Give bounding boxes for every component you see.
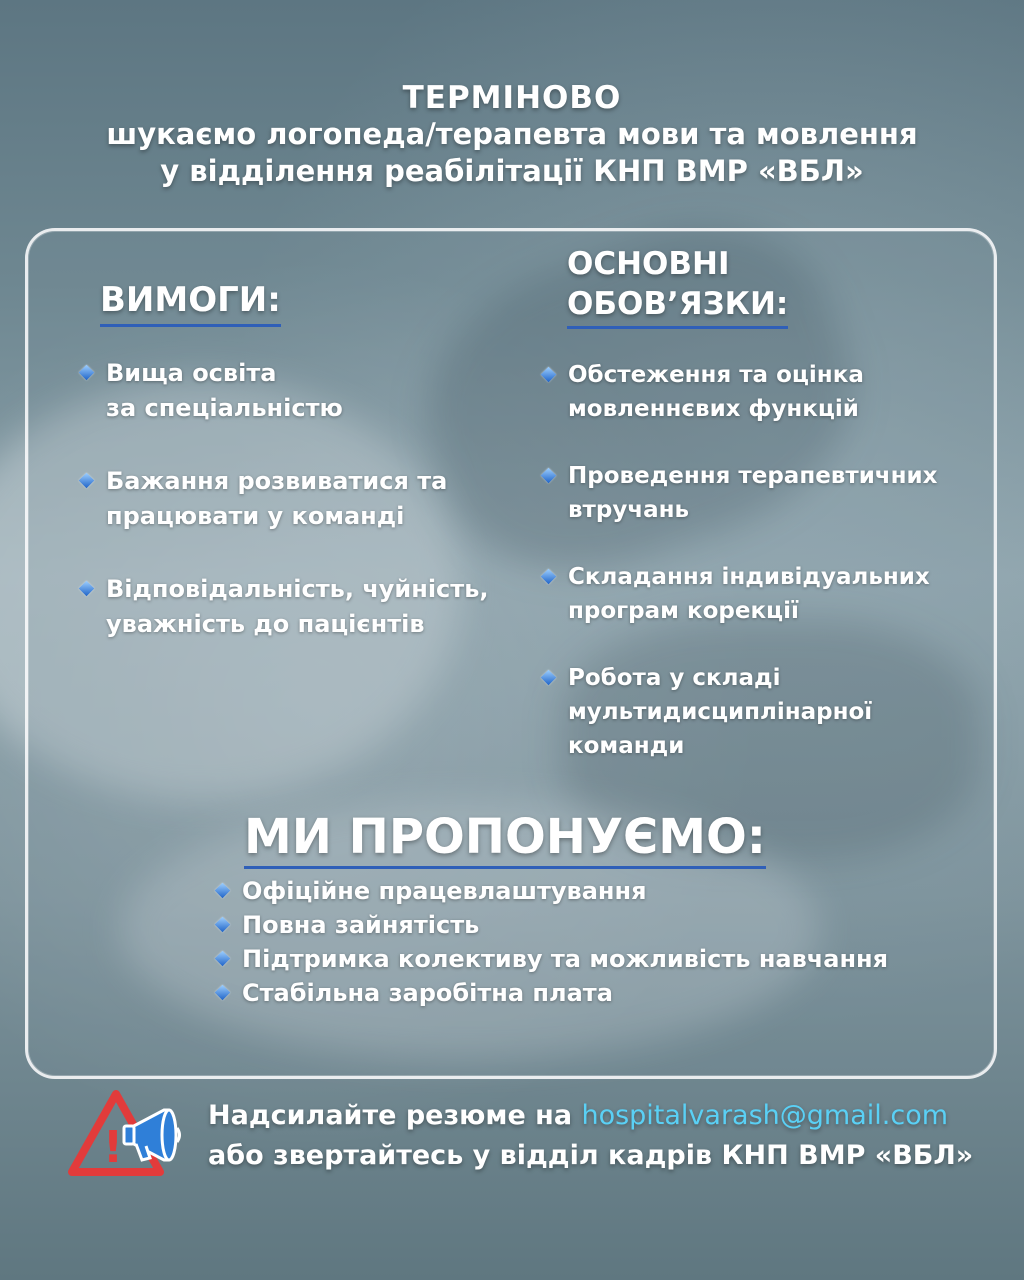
footer	[66, 1088, 974, 1188]
duties-title-line-1: ОСНОВНІ	[567, 246, 730, 282]
megaphone-warning-icon	[66, 1088, 186, 1180]
list-item	[212, 976, 932, 1010]
item-line: Відповідальність, чуйність,	[106, 575, 489, 603]
list-item	[76, 356, 516, 426]
requirements-title: ВИМОГИ:	[100, 278, 281, 327]
diamond-bullet-icon	[541, 670, 557, 686]
contact-hr-line: або звертайтесь у відділ кадрів КНП ВМР «ВБЛ»	[208, 1140, 974, 1171]
diamond-bullet-icon	[215, 985, 231, 1001]
list-item	[76, 572, 516, 642]
item-line: програм корекції	[568, 598, 799, 624]
duties-title	[567, 244, 788, 329]
diamond-bullet-icon	[541, 468, 557, 484]
list-item	[538, 358, 978, 426]
list-item	[212, 908, 932, 942]
diamond-bullet-icon	[541, 367, 557, 383]
item-text: Офіційне працевлаштування	[242, 877, 647, 905]
item-line: команди	[568, 733, 685, 759]
item-line: мовленнєвих функцій	[568, 396, 859, 422]
header-line-2: у відділення реабілітації КНП ВМР «ВБЛ»	[160, 154, 864, 188]
list-item	[538, 459, 978, 527]
send-resume-label: Надсилайте резюме на	[208, 1100, 582, 1131]
item-line: втручань	[568, 497, 690, 523]
svg-text:!: !	[102, 1122, 124, 1173]
item-line: Обстеження та оцінка	[568, 362, 864, 388]
send-resume-line	[208, 1096, 973, 1136]
item-line: Проведення терапевтичних	[568, 463, 938, 489]
item-line: працювати у команді	[106, 502, 405, 530]
header-line-1: шукаємо логопеда/терапевта мови та мовлення	[106, 117, 918, 151]
offer-list	[212, 874, 932, 1010]
item-line: мультидисциплінарної	[568, 699, 873, 725]
offer-title: МИ ПРОПОНУЄМО:	[244, 808, 766, 869]
diamond-bullet-icon	[541, 569, 557, 585]
diamond-bullet-icon	[215, 917, 231, 933]
footer-text	[208, 1096, 973, 1176]
duties-list	[538, 358, 978, 796]
item-text: Повна зайнятість	[242, 911, 480, 939]
duties-title-line-2: ОБОВ’ЯЗКИ:	[567, 286, 789, 322]
list-item	[538, 661, 978, 763]
item-line: уважність до пацієнтів	[106, 610, 425, 638]
diamond-bullet-icon	[79, 473, 95, 489]
item-text: Стабільна заробітна плата	[242, 979, 613, 1007]
requirements-list	[76, 356, 516, 680]
item-line: Складання індивідуальних	[568, 564, 930, 590]
list-item	[76, 464, 516, 534]
email-link[interactable]: hospitalvarash@gmail.com	[581, 1100, 949, 1131]
diamond-bullet-icon	[79, 581, 95, 597]
list-item	[212, 942, 932, 976]
list-item	[538, 560, 978, 628]
header	[0, 80, 1024, 190]
diamond-bullet-icon	[215, 883, 231, 899]
item-text: Підтримка колективу та можливість навчання	[242, 945, 889, 973]
item-line: за спеціальністю	[106, 394, 343, 422]
diamond-bullet-icon	[215, 951, 231, 967]
item-line: Вища освіта	[106, 359, 277, 387]
diamond-bullet-icon	[79, 365, 95, 381]
urgent-title: ТЕРМІНОВО	[402, 80, 622, 116]
item-line: Робота у складі	[568, 665, 781, 691]
item-line: Бажання розвиватися та	[106, 467, 448, 495]
list-item	[212, 874, 932, 908]
